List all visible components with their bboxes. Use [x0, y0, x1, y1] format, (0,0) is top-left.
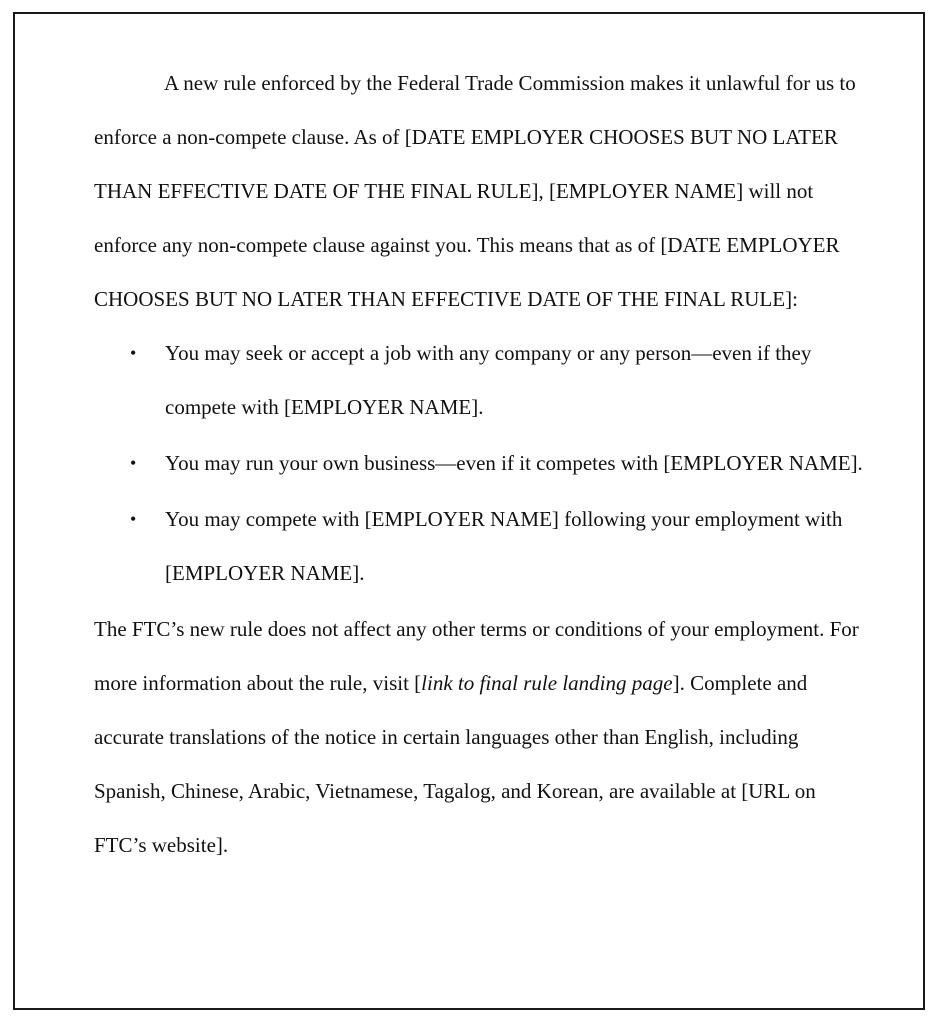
list-item-text: You may seek or accept a job with any company or any person—even if they compete with [EMPLOYER NAME]. — [165, 341, 812, 419]
rule-landing-page-link[interactable]: link to final rule landing page — [421, 671, 673, 695]
list-item-text: You may compete with [EMPLOYER NAME] following your employment with [EMPLOYER NAME]. — [165, 507, 843, 585]
bullet-icon: • — [130, 343, 137, 363]
closing-text-start: The FTC’s new rule does not affect any other terms or conditions of your employment. For more information about the rule, visit [ — [94, 617, 859, 695]
list-item — [94, 492, 864, 600]
list-item — [94, 436, 864, 490]
list-item-text: You may run your own business—even if it competes with [EMPLOYER NAME]. — [165, 451, 863, 475]
list-item — [94, 326, 864, 434]
closing-paragraph — [94, 602, 864, 872]
rights-list — [94, 326, 864, 600]
notice-body — [94, 56, 864, 872]
bullet-icon: • — [130, 453, 137, 473]
closing-text-end: ]. Complete and accurate translations of the notice in certain languages other than English, including Spanish, Chinese, Arabic, Vietnamese, Tagalog, and Korean, are available at [URL on FTC’s website]. — [94, 671, 816, 857]
intro-paragraph: A new rule enforced by the Federal Trade Commission makes it unlawful for us to enforce a non-compete clause. As of [DATE EMPLOYER CHOOSES BUT NO LATER THAN EFFECTIVE DATE OF THE FINAL RULE], [EMPLOYER NAME] will not enforce any non-compete clause against you. This means that as of [DATE EMPLOYER CHOOSES BUT NO LATER THAN EFFECTIVE DATE OF THE FINAL RULE]: — [94, 71, 856, 311]
bullet-icon: • — [130, 509, 137, 529]
